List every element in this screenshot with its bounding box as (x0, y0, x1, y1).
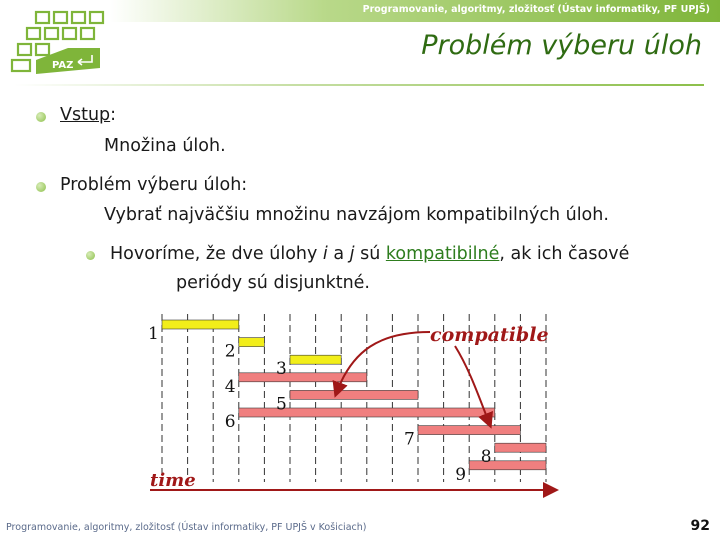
job-label-6: 6 (224, 412, 236, 432)
bullet-2-heading: Problém výberu úloh: (60, 175, 248, 195)
compatible-arrow-left (336, 332, 430, 394)
course-title: Programovanie, algoritmy, zložitosť (Ústav informatiky, PF UPJŠ) (362, 4, 710, 15)
time-label: time (150, 470, 196, 491)
bullet-2-body: Vybrať najväčšiu množinu navzájom kompatibilných úloh. (104, 205, 609, 225)
svg-text:PAZ: PAZ (52, 60, 74, 71)
job-bar-4 (239, 373, 367, 382)
page-number: 92 (690, 518, 710, 534)
title-divider (14, 84, 704, 86)
bullet-1-body: Množina úloh. (104, 136, 226, 156)
compatible-link[interactable]: kompatibilné (385, 244, 500, 264)
var-j: j (349, 244, 355, 264)
bullet-icon (36, 182, 46, 192)
job-bar-5 (290, 390, 418, 399)
job-label-4: 4 (224, 376, 236, 397)
bullet-icon (36, 112, 46, 122)
job-label-8: 8 (480, 447, 492, 468)
sub-bullet-icon (86, 251, 95, 260)
bullet-1-label: Vstup (60, 105, 111, 125)
interval-diagram (140, 310, 580, 500)
sub-text-2: a (327, 244, 350, 264)
job-bar-2 (239, 338, 265, 347)
bullet-1-heading (60, 105, 116, 125)
bullet-1-colon: : (110, 105, 117, 125)
job-label-5: 5 (276, 394, 287, 415)
var-i: i (322, 244, 328, 264)
sub-text-4: , ak ich časové (499, 244, 630, 264)
compatible-label: compatible (430, 324, 549, 346)
sub-bullet-line-1 (110, 244, 629, 264)
job-bar-8 (495, 443, 546, 452)
sub-text-1: Hovoríme, že dve úlohy (110, 244, 323, 264)
paz-logo (8, 8, 118, 78)
job-bar-3 (290, 355, 341, 364)
job-bar-7 (418, 426, 520, 435)
job-label-2: 2 (224, 341, 236, 362)
job-bar-1 (162, 320, 239, 329)
slide-title: Problém výberu úloh (421, 30, 702, 61)
job-label-9: 9 (455, 464, 467, 485)
sub-bullet-line-2: periódy sú disjunktné. (176, 273, 370, 293)
job-label-1: 1 (148, 324, 159, 344)
job-label-7: 7 (404, 429, 415, 450)
footer-text: Programovanie, algoritmy, zložitosť (Ústav informatiky, PF UPJŠ v Košiciach) (6, 522, 367, 533)
job-label-3: 3 (276, 359, 287, 380)
sub-text-3: sú (354, 244, 386, 264)
